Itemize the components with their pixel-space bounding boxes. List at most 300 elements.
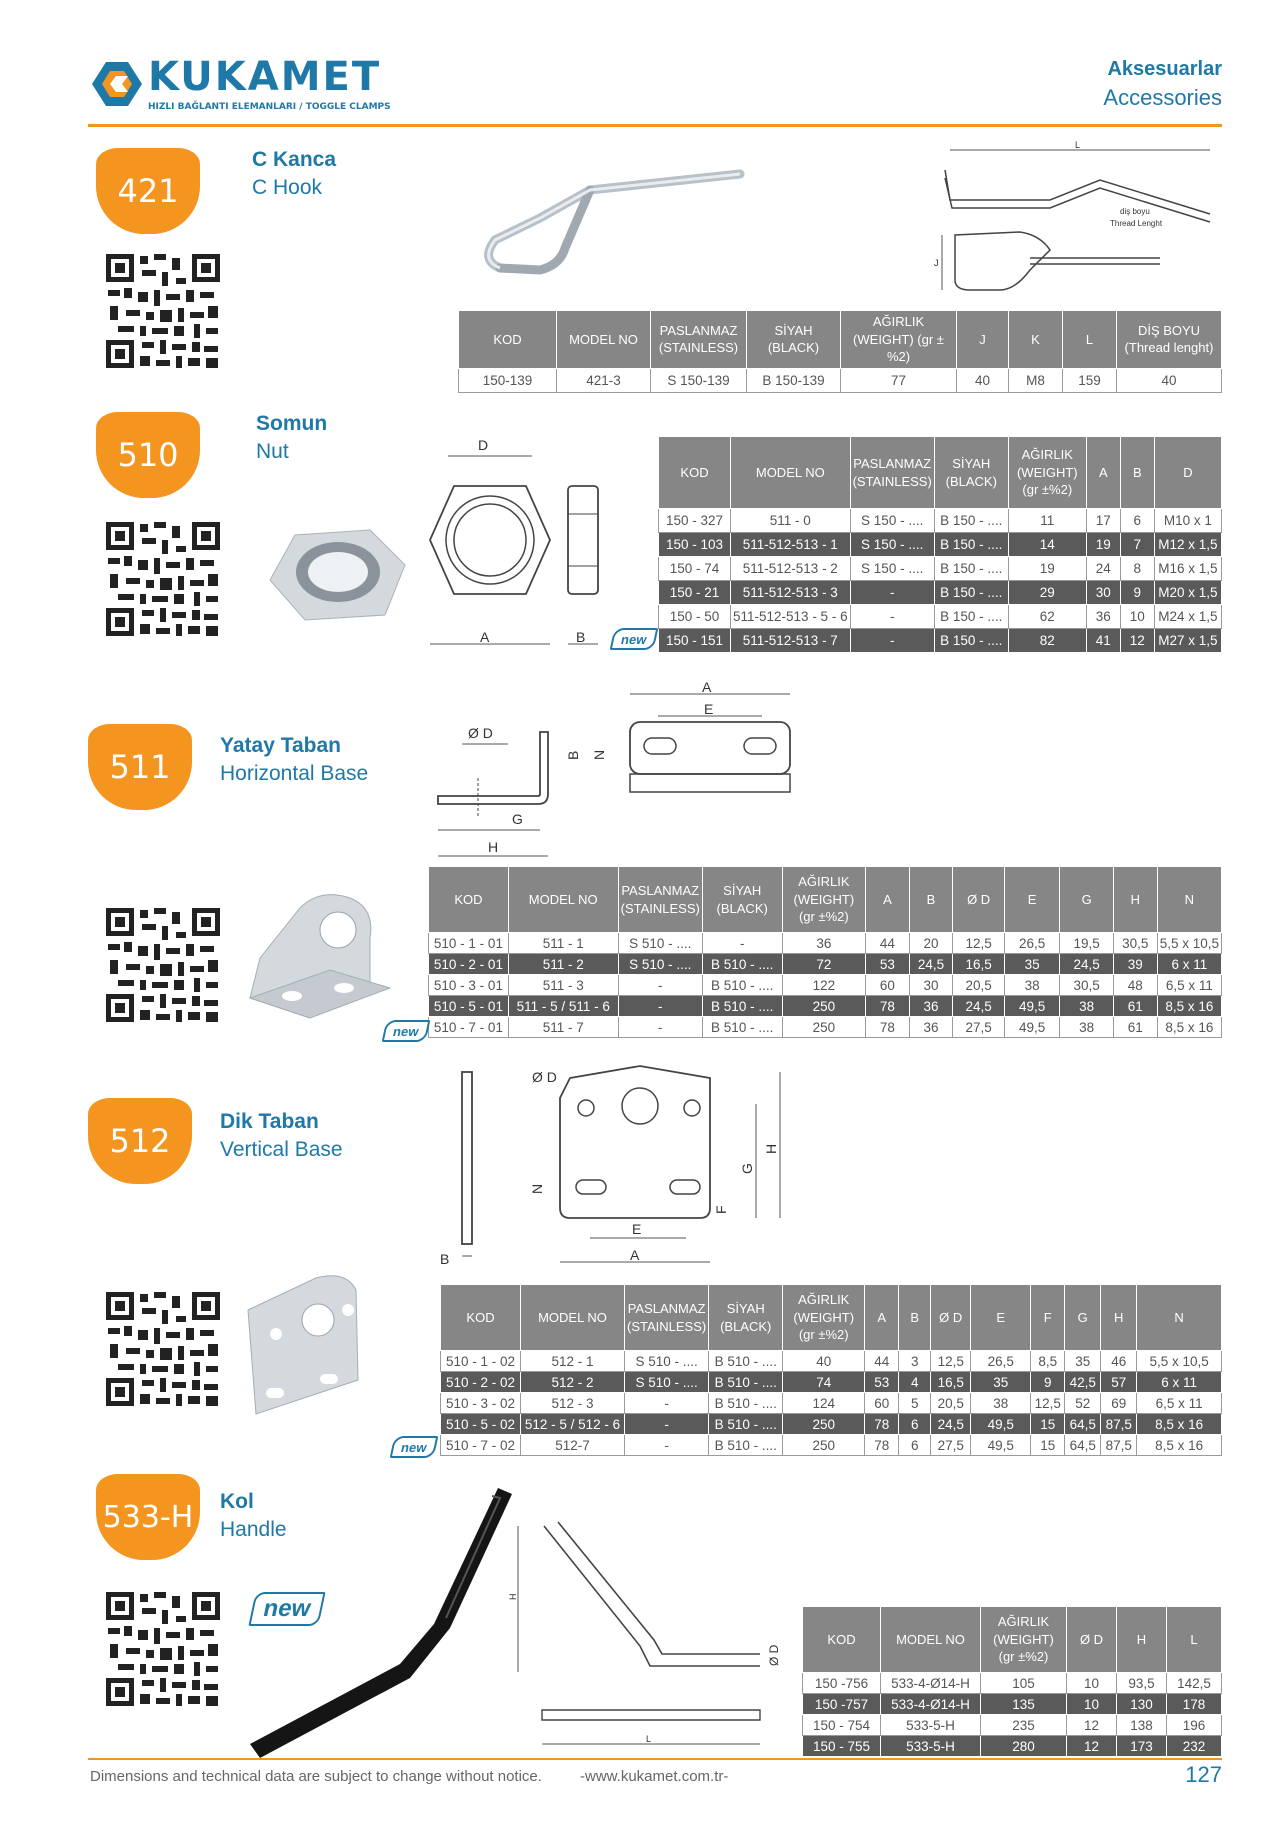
col-header: AĞIRLIK (WEIGHT) (gr ±%2): [783, 1285, 865, 1351]
table-cell: 36: [909, 1017, 953, 1038]
table-cell: 48: [1113, 975, 1157, 996]
table-cell: 511 - 5 / 511 - 6: [508, 996, 618, 1017]
table-cell: B 510 - ....: [702, 996, 782, 1017]
horizontal-base-top-drawing: [560, 680, 800, 820]
table-cell: 510 - 7 - 01: [429, 1017, 509, 1038]
table-row: [803, 1736, 1222, 1757]
table-cell: -: [625, 1435, 709, 1456]
table-cell: 24: [1086, 557, 1120, 581]
table-cell: 41: [1086, 629, 1120, 653]
dim-label: N: [591, 749, 607, 760]
table-cell: 26,5: [1004, 933, 1059, 954]
table-cell: 49,5: [971, 1435, 1031, 1456]
dim-label: B: [576, 629, 586, 645]
table-cell: 60: [866, 975, 909, 996]
table-cell: 36: [1086, 605, 1120, 629]
table-cell: 77: [841, 368, 957, 392]
table-row: [429, 975, 1222, 996]
table-row: [459, 368, 1222, 392]
table-cell: 52: [1065, 1393, 1101, 1414]
table-cell: 30,5: [1060, 975, 1114, 996]
spec-table-421: [458, 310, 1222, 393]
table-cell: 29: [1008, 581, 1086, 605]
logo-mark-icon: [88, 58, 144, 110]
col-header: A: [866, 867, 909, 933]
table-cell: 26,5: [971, 1351, 1031, 1372]
table-cell: 8,5 x 16: [1157, 996, 1221, 1017]
spec-table-511: [428, 866, 1222, 1038]
table-cell: 150 -757: [803, 1694, 881, 1715]
product-name-en: C Hook: [252, 176, 323, 199]
nut-drawing: [420, 436, 620, 654]
table-cell: M20 x 1,5: [1154, 581, 1221, 605]
table-cell: 49,5: [1004, 1017, 1059, 1038]
table-cell: 82: [1008, 629, 1086, 653]
table-cell: 17: [1086, 509, 1120, 533]
table-cell: 15: [1031, 1435, 1065, 1456]
table-cell: 6: [899, 1435, 931, 1456]
table-cell: 36: [909, 996, 953, 1017]
col-header: G: [1060, 867, 1114, 933]
col-header: MODEL NO: [521, 1285, 625, 1351]
header-divider: [88, 124, 1222, 127]
table-cell: 61: [1113, 996, 1157, 1017]
table-cell: 38: [971, 1393, 1031, 1414]
table-row: [803, 1694, 1222, 1715]
table-cell: 250: [782, 1017, 866, 1038]
table-header-row: [459, 311, 1222, 369]
table-cell: 35: [971, 1372, 1031, 1393]
table-row: [441, 1372, 1222, 1393]
table-cell: 64,5: [1065, 1414, 1101, 1435]
dim-label: L: [1075, 140, 1081, 150]
footer-divider: [88, 1758, 1222, 1760]
col-header: J: [957, 311, 1009, 369]
table-cell: 235: [981, 1715, 1067, 1736]
col-header: AĞIRLIK (WEIGHT) (gr ±%2): [1008, 437, 1086, 509]
table-cell: 6,5 x 11: [1157, 975, 1221, 996]
col-header: B: [899, 1285, 931, 1351]
dim-label: A: [480, 629, 490, 645]
table-cell: 122: [782, 975, 866, 996]
col-header: K: [1009, 311, 1063, 369]
vertical-base-photo: [236, 1270, 376, 1420]
table-cell: 178: [1167, 1694, 1222, 1715]
table-cell: 5,5 x 10,5: [1137, 1351, 1222, 1372]
dim-label: A: [630, 1247, 640, 1263]
table-header-row: [441, 1285, 1222, 1351]
spec-table-533h: [802, 1606, 1222, 1757]
table-cell: 5: [899, 1393, 931, 1414]
product-name-en: Nut: [256, 440, 289, 463]
table-row: [659, 605, 1222, 629]
table-cell: 16,5: [953, 954, 1005, 975]
table-cell: 36: [782, 933, 866, 954]
section-title: [1103, 58, 1222, 111]
page-number: 127: [1185, 1762, 1222, 1787]
table-cell: 64,5: [1065, 1435, 1101, 1456]
table-cell: 15: [1031, 1414, 1065, 1435]
col-header: KOD: [659, 437, 731, 509]
table-cell: 533-4-Ø14-H: [881, 1694, 981, 1715]
col-header: B: [909, 867, 953, 933]
table-cell: -: [850, 581, 934, 605]
table-cell: 5,5 x 10,5: [1157, 933, 1221, 954]
table-cell: -: [618, 975, 702, 996]
dim-label: H: [763, 1143, 779, 1154]
table-header-row: [429, 867, 1222, 933]
table-cell: 10: [1067, 1673, 1117, 1694]
dim-label: J: [934, 258, 939, 268]
table-cell: B 510 - ....: [709, 1351, 783, 1372]
product-name-en: Handle: [220, 1518, 287, 1541]
table-cell: 421-3: [557, 368, 651, 392]
col-header: SİYAH (BLACK): [934, 437, 1008, 509]
table-cell: 150 - 151: [659, 629, 731, 653]
table-cell: B 510 - ....: [709, 1435, 783, 1456]
table-cell: 232: [1167, 1736, 1222, 1757]
table-cell: 27,5: [931, 1435, 971, 1456]
table-cell: 10: [1120, 605, 1154, 629]
table-cell: B 510 - ....: [709, 1372, 783, 1393]
table-cell: 7: [1120, 533, 1154, 557]
table-cell: 38: [1060, 996, 1114, 1017]
table-cell: 20,5: [931, 1393, 971, 1414]
new-badge: new: [248, 1592, 325, 1626]
table-row: [441, 1393, 1222, 1414]
table-cell: B 150 - ....: [934, 581, 1008, 605]
dim-label: Ø D: [468, 725, 493, 741]
table-cell: 38: [1004, 975, 1059, 996]
table-row: [803, 1715, 1222, 1736]
table-cell: 510 - 5 - 01: [429, 996, 509, 1017]
table-cell: B 150 - ....: [934, 629, 1008, 653]
col-header: L: [1167, 1607, 1222, 1673]
table-cell: 12: [1120, 629, 1154, 653]
qr-code-icon: [104, 520, 222, 638]
table-cell: 49,5: [971, 1414, 1031, 1435]
qr-code-icon: [104, 1290, 222, 1408]
c-hook-drawing: [930, 140, 1230, 300]
product-title: [256, 412, 327, 464]
table-cell: 44: [866, 933, 909, 954]
section-title-tr: Aksesuarlar: [1107, 58, 1222, 80]
table-row: [659, 581, 1222, 605]
table-cell: 72: [782, 954, 866, 975]
table-cell: 510 - 7 - 02: [441, 1435, 521, 1456]
col-header: A: [865, 1285, 899, 1351]
table-cell: 8: [1120, 557, 1154, 581]
col-header: Ø D: [931, 1285, 971, 1351]
col-header: MODEL NO: [731, 437, 851, 509]
table-cell: B 150 - ....: [934, 509, 1008, 533]
table-cell: 511 - 3: [508, 975, 618, 996]
handle-photo: [230, 1478, 520, 1768]
dim-label: B: [440, 1251, 450, 1266]
table-cell: B 510 - ....: [709, 1414, 783, 1435]
c-hook-photo: [470, 160, 760, 290]
col-header: AĞIRLIK (WEIGHT) (gr ±%2): [782, 867, 866, 933]
table-cell: 511 - 7: [508, 1017, 618, 1038]
table-cell: S 150 - ....: [850, 557, 934, 581]
table-cell: 42,5: [1065, 1372, 1101, 1393]
table-row: [429, 996, 1222, 1017]
brand-tagline: HIZLI BAĞLANTI ELEMANLARI / TOGGLE CLAMPS: [148, 102, 391, 112]
table-cell: 512 - 1: [521, 1351, 625, 1372]
table-cell: 8,5 x 16: [1157, 1017, 1221, 1038]
table-cell: 6 x 11: [1137, 1372, 1222, 1393]
dim-label: D: [478, 437, 489, 453]
table-cell: 280: [981, 1736, 1067, 1757]
vertical-base-front-drawing: [520, 1058, 790, 1268]
table-row: [429, 1017, 1222, 1038]
table-cell: 40: [1117, 368, 1222, 392]
table-cell: 24,5: [953, 996, 1005, 1017]
table-cell: B 150 - ....: [934, 605, 1008, 629]
table-cell: 150-139: [459, 368, 557, 392]
product-name-tr: Yatay Taban: [220, 734, 341, 757]
table-cell: 53: [866, 954, 909, 975]
table-row: [429, 954, 1222, 975]
table-cell: S 510 - ....: [625, 1372, 709, 1393]
table-cell: 78: [865, 1435, 899, 1456]
table-cell: M8: [1009, 368, 1063, 392]
spec-table-512: [440, 1284, 1222, 1456]
product-name-tr: Somun: [256, 412, 328, 435]
table-cell: 8,5: [1031, 1351, 1065, 1372]
table-cell: M27 x 1,5: [1154, 629, 1221, 653]
table-cell: 250: [782, 996, 866, 1017]
table-cell: 511-512-513 - 7: [731, 629, 851, 653]
table-row: [441, 1351, 1222, 1372]
table-cell: M12 x 1,5: [1154, 533, 1221, 557]
table-cell: 510 - 3 - 02: [441, 1393, 521, 1414]
table-cell: S 150 - ....: [850, 509, 934, 533]
table-cell: 3: [899, 1351, 931, 1372]
col-header: PASLANMAZ (STAINLESS): [618, 867, 702, 933]
table-cell: 78: [865, 1414, 899, 1435]
nut-photo: [250, 510, 420, 640]
col-header: L: [1063, 311, 1117, 369]
table-cell: M16 x 1,5: [1154, 557, 1221, 581]
table-cell: 510 - 3 - 01: [429, 975, 509, 996]
table-cell: 27,5: [953, 1017, 1005, 1038]
table-cell: -: [625, 1414, 709, 1435]
table-cell: 250: [783, 1435, 865, 1456]
table-cell: 511-512-513 - 3: [731, 581, 851, 605]
col-header: SİYAH (BLACK): [747, 311, 841, 369]
table-cell: 35: [1065, 1351, 1101, 1372]
table-cell: 511-512-513 - 2: [731, 557, 851, 581]
dim-label: L: [646, 1734, 652, 1744]
table-cell: 150 - 327: [659, 509, 731, 533]
col-header: N: [1157, 867, 1221, 933]
table-cell: 510 - 5 - 02: [441, 1414, 521, 1435]
brand-name: KUKAMET: [148, 54, 382, 100]
col-header: PASLANMAZ (STAINLESS): [651, 311, 747, 369]
table-cell: 87,5: [1101, 1435, 1137, 1456]
table-cell: 57: [1101, 1372, 1137, 1393]
table-cell: 150 - 50: [659, 605, 731, 629]
dim-label: Ø D: [532, 1069, 557, 1085]
col-header: Ø D: [953, 867, 1005, 933]
table-cell: 511 - 0: [731, 509, 851, 533]
product-name-tr: Dik Taban: [220, 1110, 319, 1133]
col-header: AĞIRLIK (WEIGHT) (gr ±%2): [841, 311, 957, 369]
table-cell: 512 - 3: [521, 1393, 625, 1414]
table-cell: 4: [899, 1372, 931, 1393]
product-code-badge: 511: [88, 724, 192, 810]
col-header: MODEL NO: [508, 867, 618, 933]
table-header-row: [659, 437, 1222, 509]
footer-website-link[interactable]: -www.kukamet.com.tr-: [580, 1768, 729, 1785]
table-cell: 12,5: [953, 933, 1005, 954]
table-cell: 40: [783, 1351, 865, 1372]
table-cell: B 150 - ....: [934, 557, 1008, 581]
new-badge: new: [610, 628, 659, 650]
col-header: SİYAH (BLACK): [709, 1285, 783, 1351]
table-cell: 30,5: [1113, 933, 1157, 954]
product-name-tr: Kol: [220, 1490, 254, 1513]
table-cell: 511-512-513 - 5 - 6: [731, 605, 851, 629]
dim-label: B: [565, 750, 581, 760]
table-cell: B 150-139: [747, 368, 841, 392]
product-code-badge: 512: [88, 1098, 192, 1184]
dim-label: N: [529, 1183, 545, 1194]
table-row: [659, 509, 1222, 533]
qr-code-icon: [104, 906, 222, 1024]
col-header: PASLANMAZ (STAINLESS): [625, 1285, 709, 1351]
table-cell: 20: [909, 933, 953, 954]
col-header: AĞIRLIK (WEIGHT) (gr ±%2): [981, 1607, 1067, 1673]
product-code-badge: 533-H: [96, 1474, 200, 1560]
table-cell: B 510 - ....: [702, 954, 782, 975]
table-cell: 44: [865, 1351, 899, 1372]
table-cell: 16,5: [931, 1372, 971, 1393]
table-cell: 11: [1008, 509, 1086, 533]
col-header: H: [1117, 1607, 1167, 1673]
dim-label: A: [702, 680, 712, 695]
table-cell: 124: [783, 1393, 865, 1414]
table-cell: 533-5-H: [881, 1736, 981, 1757]
table-cell: 8,5 x 16: [1137, 1435, 1222, 1456]
table-cell: 173: [1117, 1736, 1167, 1757]
table-cell: -: [850, 605, 934, 629]
dim-label: diş boyu: [1120, 207, 1150, 216]
col-header: A: [1086, 437, 1120, 509]
table-cell: 510 - 1 - 02: [441, 1351, 521, 1372]
table-cell: B 510 - ....: [709, 1393, 783, 1414]
horizontal-base-photo: [240, 878, 400, 1028]
qr-code-icon: [104, 1590, 222, 1708]
table-row: [659, 557, 1222, 581]
col-header: G: [1065, 1285, 1101, 1351]
table-cell: 35: [1004, 954, 1059, 975]
table-cell: S 510 - ....: [618, 954, 702, 975]
brand-logo: [88, 54, 391, 118]
table-cell: 60: [865, 1393, 899, 1414]
table-cell: -: [850, 629, 934, 653]
col-header: H: [1101, 1285, 1137, 1351]
table-cell: S 150-139: [651, 368, 747, 392]
dim-label: H: [508, 1593, 518, 1600]
table-cell: 61: [1113, 1017, 1157, 1038]
table-cell: 19: [1086, 533, 1120, 557]
table-cell: 135: [981, 1694, 1067, 1715]
table-cell: 533-4-Ø14-H: [881, 1673, 981, 1694]
col-header: KOD: [441, 1285, 521, 1351]
table-cell: M24 x 1,5: [1154, 605, 1221, 629]
product-title: [252, 148, 336, 200]
table-cell: 512 - 2: [521, 1372, 625, 1393]
spec-table-510: [658, 436, 1222, 653]
dim-label: Ø D: [767, 1644, 781, 1666]
horizontal-base-side-drawing: [428, 718, 568, 864]
table-cell: 511-512-513 - 1: [731, 533, 851, 557]
table-cell: 6,5 x 11: [1137, 1393, 1222, 1414]
table-cell: 150 - 755: [803, 1736, 881, 1757]
table-cell: -: [618, 996, 702, 1017]
table-cell: 62: [1008, 605, 1086, 629]
col-header: PASLANMAZ (STAINLESS): [850, 437, 934, 509]
table-cell: 512 - 5 / 512 - 6: [521, 1414, 625, 1435]
product-code-badge: 421: [96, 148, 200, 234]
col-header: F: [1031, 1285, 1065, 1351]
table-cell: 24,5: [931, 1414, 971, 1435]
table-cell: 150 - 103: [659, 533, 731, 557]
table-cell: S 510 - ....: [625, 1351, 709, 1372]
table-cell: 512-7: [521, 1435, 625, 1456]
table-cell: 14: [1008, 533, 1086, 557]
table-cell: -: [702, 933, 782, 954]
table-cell: -: [625, 1393, 709, 1414]
table-cell: 87,5: [1101, 1414, 1137, 1435]
table-row: [659, 533, 1222, 557]
col-header: E: [1004, 867, 1059, 933]
product-name-tr: C Kanca: [252, 148, 337, 171]
dim-label: E: [632, 1221, 642, 1237]
table-row: [803, 1673, 1222, 1694]
col-header: DİŞ BOYU (Thread lenght): [1117, 311, 1222, 369]
col-header: MODEL NO: [557, 311, 651, 369]
table-cell: 9: [1120, 581, 1154, 605]
footer-disclaimer: Dimensions and technical data are subject to change without notice.: [90, 1768, 542, 1785]
table-cell: 74: [783, 1372, 865, 1393]
table-cell: -: [618, 1017, 702, 1038]
col-header: E: [971, 1285, 1031, 1351]
table-cell: 78: [866, 996, 909, 1017]
product-name-en: Horizontal Base: [220, 762, 369, 785]
table-cell: 93,5: [1117, 1673, 1167, 1694]
table-cell: 19: [1008, 557, 1086, 581]
table-cell: 150 -756: [803, 1673, 881, 1694]
table-cell: S 510 - ....: [618, 933, 702, 954]
table-cell: 10: [1067, 1694, 1117, 1715]
table-cell: B 510 - ....: [702, 975, 782, 996]
table-cell: 510 - 2 - 01: [429, 954, 509, 975]
col-header: H: [1113, 867, 1157, 933]
table-cell: 150 - 74: [659, 557, 731, 581]
table-cell: 142,5: [1167, 1673, 1222, 1694]
table-cell: 46: [1101, 1351, 1137, 1372]
product-title: [220, 734, 368, 786]
col-header: N: [1137, 1285, 1222, 1351]
table-cell: 9: [1031, 1372, 1065, 1393]
table-cell: 49,5: [1004, 996, 1059, 1017]
dim-label: G: [739, 1163, 755, 1174]
section-title-en: Accessories: [1103, 85, 1222, 110]
table-cell: 39: [1113, 954, 1157, 975]
